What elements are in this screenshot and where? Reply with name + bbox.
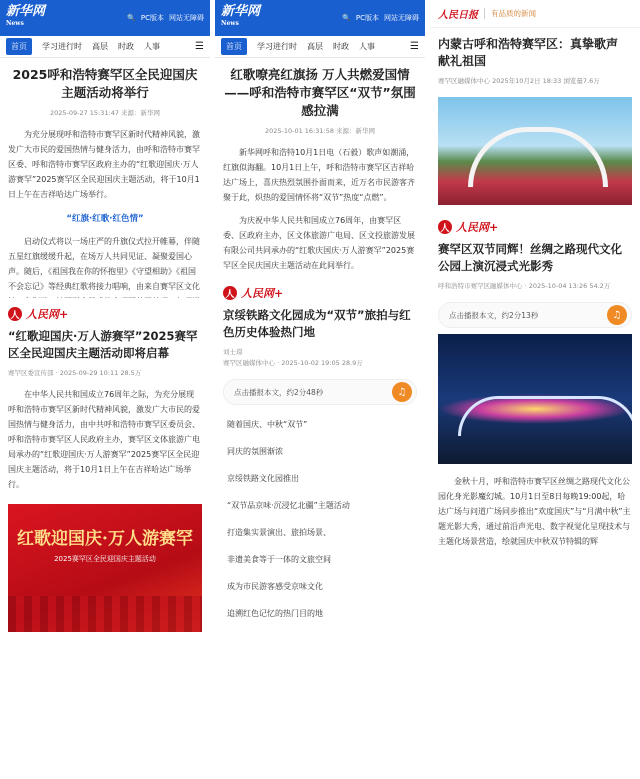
- tab-leaders[interactable]: 高层: [92, 42, 108, 51]
- screenshot-panel-1: [0, 0, 210, 779]
- audio-label: 点击播报本文，约2分48秒: [234, 387, 324, 397]
- tab-study[interactable]: 学习进行时: [42, 42, 82, 51]
- article-paragraph: 新华网呼和浩特10月1日电（石毅）歌声如潮涌，红旗似海翻。10月1日上午，呼和浩特市赛罕区吉祥哈达广场上，喜庆热烈氛围扑面而来，近万名市民游客齐聚于此，炽热的爱国情怀将“双节”热度“点燃”。: [223, 148, 415, 202]
- article-paragraph: 在中华人民共和国成立76周年之际，为充分展现呼和浩特市赛罕区新时代精神风貌，激发广大市民的爱国热情与健身活力，由中共呼和浩特市赛罕区委员会、呼和浩特市赛罕区人民政府主办，赛罕区文体旅游广电局承办的“红歌迎国庆·万人游赛罕”2025赛罕区全民迎国庆主题活动，将于10月1日上午在吉祥哈达广场举行。: [8, 390, 200, 489]
- tab-leaders[interactable]: 高层: [307, 42, 323, 51]
- rmw-header: [430, 211, 640, 237]
- article-meta: 呼和浩特市赛罕区融媒体中心 · 2025-10-04 13:26 54.2万: [438, 282, 611, 290]
- rmw-header: [0, 298, 210, 324]
- list-item: 随着国庆、中秋“双节”: [227, 420, 308, 429]
- xinhua-header: [0, 0, 210, 36]
- list-item: 京绥铁路文化园推出: [227, 474, 299, 483]
- rmw-logo-text: 人民网+: [241, 287, 284, 300]
- rmrb-slogan: 有品质的新闻: [484, 8, 536, 19]
- article-title: 赛罕区双节同辉！丝绸之路现代文化公园上演沉浸式光影秀: [438, 242, 622, 273]
- stage-arch: [468, 127, 608, 187]
- tab-home[interactable]: 首页: [6, 38, 32, 55]
- headphones-icon[interactable]: ♫: [392, 382, 412, 402]
- rmw-header: [215, 277, 425, 303]
- list-item: 追溯红色记忆的热门目的地: [227, 609, 323, 618]
- article-title: 2025呼和浩特赛罕区全民迎国庆主题活动将举行: [12, 67, 198, 100]
- rmw-logo-text: 人民网+: [456, 221, 499, 234]
- xinhua-header: [215, 0, 425, 36]
- list-item: 打造集实景演出、旅拍场景、: [227, 528, 331, 537]
- article-title: 内蒙古呼和浩特赛罕区：真挚歌声 献礼祖国: [438, 37, 619, 68]
- xinhua-logo[interactable]: 新华网 News: [6, 4, 46, 27]
- audio-player[interactable]: [223, 379, 417, 405]
- banner-title: 红歌迎国庆·万人游赛罕: [17, 529, 193, 549]
- pc-version-link[interactable]: PC版本: [355, 14, 379, 22]
- menu-icon[interactable]: ☰: [195, 41, 204, 52]
- search-icon[interactable]: 🔍: [342, 14, 351, 22]
- great-wall-graphic: [8, 596, 202, 632]
- list-item: 同庆的氛围渐浓: [227, 447, 283, 456]
- screenshot-panel-2: [215, 0, 425, 779]
- article-paragraph: 为庆祝中华人民共和国成立76周年，由赛罕区委、区政府主办，区文体旅游广电局、区文投旅游发展有限公司共同承办的“红歌庆国庆·万人游赛罕”2025赛罕区全民庆国庆主题活动在此间举行。: [223, 216, 415, 270]
- list-item: “双节品京味·沉浸忆北疆”主题活动: [227, 501, 350, 510]
- xinhua-logo[interactable]: 新华网 News: [221, 4, 261, 27]
- pc-version-link[interactable]: PC版本: [140, 14, 164, 22]
- rmw-logo-icon: 人: [438, 220, 452, 234]
- tab-home[interactable]: 首页: [221, 38, 247, 55]
- audio-label: 点击播报本文，约2分13秒: [449, 310, 539, 320]
- article-meta: 2025-10-01 16:31:58 来源：新华网: [264, 127, 376, 135]
- article-title: “红歌迎国庆·万人游赛罕”2025赛罕区全民迎国庆主题活动即将启幕: [8, 329, 198, 360]
- rmrb-logo[interactable]: 人民日报: [438, 10, 478, 21]
- tab-politics[interactable]: 时政: [118, 42, 134, 51]
- article-author: 刘士璟: [223, 348, 243, 356]
- list-item: 成为市民游客感受京味文化: [227, 582, 323, 591]
- article-meta: 2025-09-27 15:31:47 来源：新华网: [49, 109, 161, 117]
- banner-subtitle: 2025赛罕区全民迎国庆主题活动: [54, 555, 156, 563]
- article-title: 京绥铁路文化园成为“双节”旅拍与红色历史体验热门地: [223, 308, 411, 339]
- rmw-logo-text: 人民网+: [26, 308, 69, 321]
- accessibility-link[interactable]: 网站无障碍: [169, 14, 204, 22]
- audio-player[interactable]: [438, 302, 632, 328]
- article-paragraph: 启动仪式将以一场庄严的升旗仪式拉开帷幕，伴随五星红旗缓缓升起，在场万人共同见证、凝聚爱国心声。随后，《祖国我在你的怀抱里》《守望相助》《祖国不会忘记》等经典红歌将接力唱响，由来自赛罕区文化: [8, 237, 200, 291]
- article-title: 红歌嘹亮红旗扬 万人共燃爱国情——呼和浩特市赛罕区“双节”氛围感拉满: [224, 67, 416, 118]
- article-meta: 赛罕区委宣传部 · 2025-09-29 10:11 28.5万: [8, 369, 142, 377]
- article-paragraph: 为充分展现呼和浩特市赛罕区新时代精神风貌，激发广大市民的爱国热情与健身活力，由呼和浩特市赛罕区委、呼和浩特市赛罕区政府主办的“红歌迎国庆·万人游赛罕”2025赛罕区全民迎国庆主题活动，将于10月1日上午在吉祥哈达广场举行。: [8, 130, 200, 199]
- accessibility-link[interactable]: 网站无障碍: [384, 14, 419, 22]
- event-banner-image: [8, 504, 202, 632]
- tab-politics[interactable]: 时政: [333, 42, 349, 51]
- channel-nav: [0, 36, 210, 58]
- rmw-logo-icon: 人: [8, 307, 22, 321]
- menu-icon[interactable]: ☰: [410, 41, 419, 52]
- article-paragraph: 金秋十月，呼和浩特市赛罕区丝绸之路现代文化公园化身光影魔幻城。10月1日至8日每晚19:00起，哈达广场与问道广场同步推出“欢度国庆”与“月满中秋”主题光影大秀，通过前沿声光电、数字视觉化呈现技术与主题化场景营造，绘就国庆中秋双节特辑的辉: [438, 477, 631, 546]
- headphones-icon[interactable]: ♫: [607, 305, 627, 325]
- screenshot-panel-3: [430, 0, 640, 779]
- article-meta: 赛罕区融媒体中心 · 2025-10-02 19:05 28.9万: [223, 359, 363, 367]
- stage-photo: [438, 97, 632, 205]
- article-meta: 赛罕区融媒体中心 2025年10月2日 18:33 浏览量7.6万: [438, 77, 600, 85]
- channel-nav: [215, 36, 425, 58]
- search-icon[interactable]: 🔍: [127, 14, 136, 22]
- bridge-arc: [458, 396, 632, 436]
- tab-personnel[interactable]: 人事: [359, 42, 375, 51]
- tab-personnel[interactable]: 人事: [144, 42, 160, 51]
- tab-study[interactable]: 学习进行时: [257, 42, 297, 51]
- rmw-logo-icon: 人: [223, 286, 237, 300]
- rmrb-header: [430, 0, 640, 28]
- section-subtitle: “红旗·红歌·红色情”: [66, 214, 144, 224]
- list-item: 非遗美食等于一体的文旅空间: [227, 555, 331, 564]
- light-show-photo: [438, 334, 632, 464]
